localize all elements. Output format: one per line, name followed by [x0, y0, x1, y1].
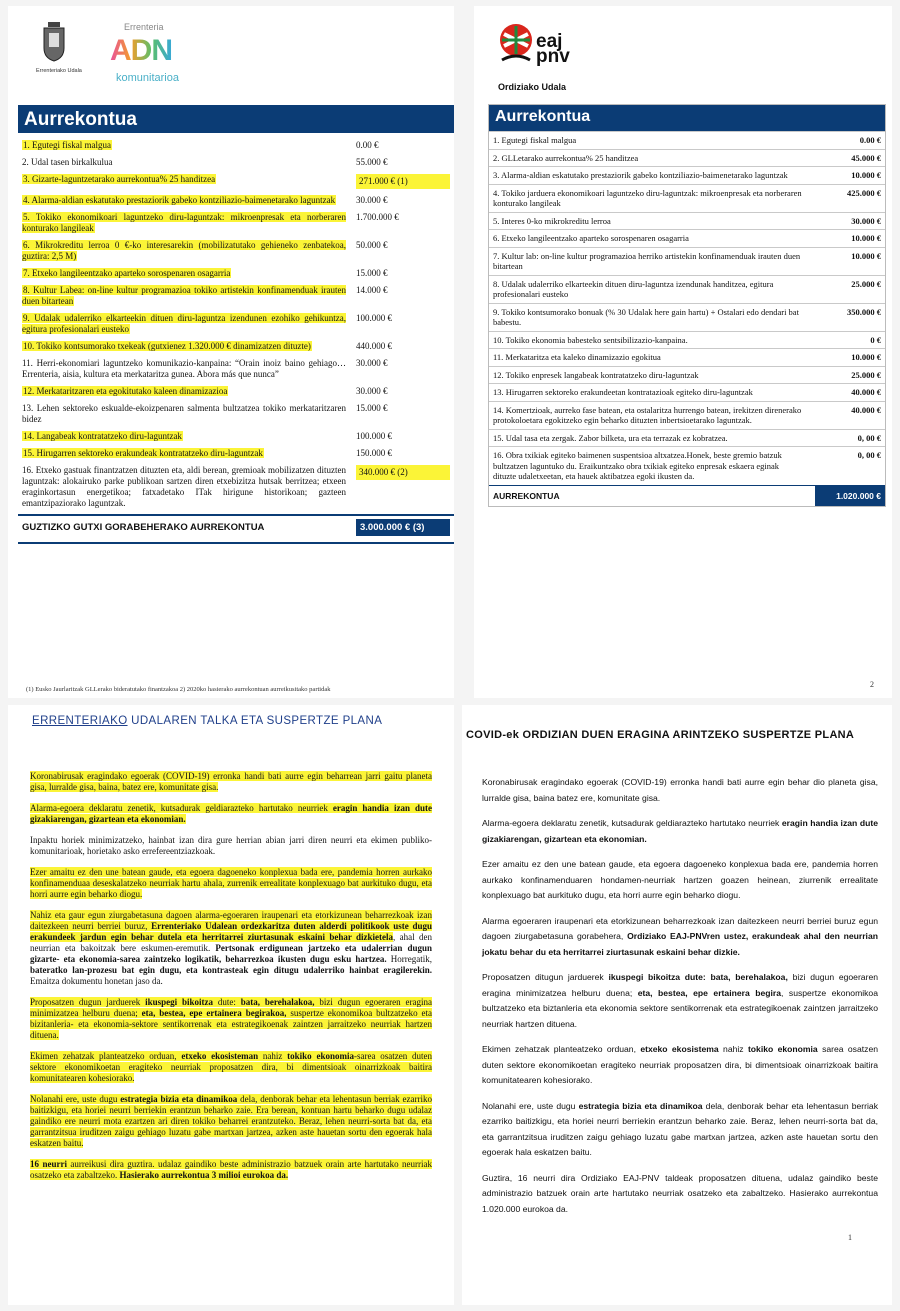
row-label: 15. Udal tasa eta zergak. Zabor bilketa, ura eta terrazak ez kobratzea. [493, 432, 728, 443]
row-label [22, 268, 356, 279]
row-label: 1. Egutegi fiskal malgua [493, 135, 577, 145]
text: dela, denborak behar eta lehentasun berriak ezarriko baitizkigu, eta horiei neurri berriekin erantzun beharko zaie. Era berean, kontuan hartu beharko dugu udalaz gaindiko ere neurri mota ezartzen ari diren tokiko beharrei erantzuteko. Beraz, lehen neurri-sorta bat da, eta garrantzitsua iruditzen zaigu gehiago luzatu gabe martxan jartzea, azken aste hauetan sortu den egoerak hala eskatzen baitu. [30, 1094, 432, 1148]
budget-row [489, 131, 885, 149]
text: Proposatzen dugun jarduerek [30, 997, 146, 1007]
row-label-text: 8. Kultur Labea: on-line kultur programazioa tokiko artistekin konfinamenduak irauten duen bitartean [22, 285, 346, 306]
budget-row [18, 338, 454, 355]
total-label: AURREKONTUA [493, 490, 560, 501]
row-value: 40.000 € [851, 404, 881, 415]
budget-row [489, 212, 885, 230]
paragraph [482, 816, 878, 847]
row-label-text: 11. Herri-ekonomiari laguntzeko komunikazio-kanpaina: “Orain inoiz baino gehiago… Errenteria, aisia, kultura eta merkataritza gunea. Abora más que nunca” [22, 358, 346, 379]
row-label [22, 465, 356, 509]
text: Emaitza dokumentu honetan jaso da. [30, 976, 163, 986]
row-value: 440.000 € [356, 341, 392, 351]
text-bold: 3 milioi eurokoa da. [209, 1170, 289, 1180]
row-value: 10.000 € [851, 250, 881, 261]
budget-rows [489, 131, 885, 485]
row-label: 12. Tokiko enpresek langabeak kontratatzeko diru-laguntzak [493, 369, 699, 380]
row-value: 25.000 € [851, 369, 881, 380]
row-label [22, 341, 356, 352]
budget-row [489, 446, 885, 485]
paragraph: Ezer amaitu ez den une batean gaude, eta egoera dagoeneko konplexua bada ere, pandemia horren aurkako konfinamenduaren hondamen-neurriak hartzen goazen heinean, ziurrenik errealitate konplexuago bat aurkituko dugu, eta horri aurre egin beharko diogu. [482, 859, 878, 900]
paragraph [30, 1159, 432, 1181]
row-label-text: 15. Hirugarren sektoreko erakundeak kontratatzeko diru-laguntzak [23, 448, 263, 458]
row-value: 0, 00 € [857, 450, 881, 460]
budget-row [489, 331, 885, 349]
text-bold: etxeko ekosistema [640, 1044, 719, 1054]
budget-row [489, 229, 885, 247]
page-number: 1 [848, 1233, 852, 1242]
budget-row [18, 355, 454, 383]
row-label-text: 10. Tokiko kontsumorako txekeak (gutxienez 1.320.000 € dinamizatzen dituzte) [23, 341, 311, 351]
text: Alarma-egoera deklaratu zenetik, kutsadurak geldiarazteko hartutako neurriek [482, 818, 782, 828]
row-label: 13. Hirugarren sektoreko erakundeetan kontratazioak egiteko diru-laguntzak [493, 387, 753, 397]
text: Nolanahi ere, uste dugu [30, 1094, 121, 1104]
total-label: GUZTIZKO GUTXI GORABEHERAKO AURREKONTUA [22, 522, 265, 533]
text-bold: bateratko lan-prozesu bat egin dugu, eta kontrasteak egin ditugu udalerriko hainbat eragilerekin. [30, 965, 432, 975]
paragraph [482, 914, 878, 961]
text-bold: Pertsonak erdigunean jartzeko eta udalerrian dugun gizarte- eta ekonomia-sarea zaintzeko logikatik, beharrezkoa ikusten dugu esku hartzea. [30, 943, 432, 964]
text: Ekimen zehatzak planteatzeko orduan, [482, 1044, 641, 1054]
eaj-pnv-logo [484, 16, 594, 96]
budget-row [489, 348, 885, 366]
text-bold: 16 neurri [30, 1159, 67, 1169]
text: Nolanahi ere, uste dugu [482, 1100, 579, 1111]
row-label [22, 358, 356, 380]
row-value: 14.000 € [356, 285, 388, 295]
row-label [22, 403, 356, 425]
budget-row [18, 171, 454, 192]
row-value: 10.000 € [851, 233, 881, 243]
row-label-text: 16. Etxeko gastuak finantzatzen dituzten eta, aldi berean, gremioak mobilizatzen dituzten laguntzak: alokairuko parke publikoan sartzen diren etxebizitza hutsak berritzea; etxeen eraginkortasun energetikoa; fatxadetako ITak hirigune historikoan; gazteen emantzipaziorako laguntzak. [22, 465, 346, 508]
row-value: 271.000 € (1) [356, 174, 450, 189]
row-label: 6. Etxeko langileentzako aparteko sorospenaren osagarria [493, 233, 689, 243]
coat-of-arms-icon [42, 22, 66, 62]
row-value: 15.000 € [356, 268, 388, 278]
row-label-text: 14. Langabeak kontratatzeko diru-laguntzak [23, 431, 182, 441]
budget-row [18, 428, 454, 445]
text: , suspertze ekonomikoa bultzatzeko eta biztanleria eta ekonomia sektore sentikorrenak eta estrategikoenak zaintzen jarraitzeko neurriak hartzen dituena. [482, 987, 878, 1029]
text: bizi dugun egoeraren eragina minimizatzea helburu duena; [482, 972, 879, 998]
row-value: 30.000 € [356, 386, 388, 396]
text: sarea osatzen duten sektore ekonomikoetan eragiteko neurriak proposatzen dira, bi dimentsioak oinarrizkoak baitira komunitatearen kohesiorako. [482, 1044, 879, 1085]
budget-rows [18, 137, 454, 512]
plan-body [30, 771, 432, 1191]
budget-row [489, 166, 885, 184]
text-bold: eta, bestea, epe ertainera begirakoa, [141, 1008, 287, 1018]
budget-row [18, 400, 454, 428]
row-label [22, 174, 356, 185]
budget-row [489, 383, 885, 401]
row-value: 55.000 € [356, 157, 388, 167]
row-label [22, 386, 356, 397]
row-value: 0.00 € [356, 140, 379, 150]
eaj-pnv-emblem-icon [498, 22, 534, 66]
text: nahiz [258, 1051, 288, 1061]
row-value: 1.700.000 € [356, 212, 399, 222]
text-bold: Hasierako aurrekontua [119, 1170, 210, 1180]
paragraph [30, 1051, 432, 1084]
budget-row [18, 310, 454, 338]
budget-row [18, 192, 454, 209]
text-bold: etxeko ekosisteman [181, 1051, 259, 1061]
text: Alarma egoeraren iraupenari eta etorkizunean beharrezkoak izan daitezkeen neurri berriei buruz egun dagoen ziurgabetasuna gorabehera, [482, 915, 878, 941]
budget-row [18, 237, 454, 265]
paragraph [30, 867, 432, 900]
text-bold: tokiko ekonomia [287, 1051, 354, 1061]
text-bold: estrategia bizia eta dinamikoa [578, 1100, 703, 1111]
row-value: 0.00 € [859, 135, 881, 145]
plan-title: COVID-ek ORDIZIAN DUEN ERAGINA ARINTZEKO SUSPERTZE PLANA [466, 729, 855, 741]
row-label: 10. Tokiko ekonomia babesteko sentsibilizazio-kanpaina. [493, 334, 688, 345]
row-label: 14. Komertzioak, aurreko fase batean, eta ostalaritza hurrengo batean, irekitzen direnerako protokoloetara egokitzeko egin beharko dituzten inbertsioetarako laguntzak. [493, 404, 802, 425]
adn-small-text: Errenteria [124, 22, 164, 32]
row-value: 50.000 € [356, 240, 388, 250]
row-label [22, 285, 356, 307]
row-value: 10.000 € [851, 352, 881, 362]
adn-subtitle: komunitarioa [116, 72, 179, 84]
budget-row [489, 275, 885, 303]
row-label: 4. Tokiko jarduera ekonomikoari laguntzeko diru-laguntzak: mikroenpresak eta norberaren konturako langileak [493, 187, 802, 208]
row-label-text: 5. Tokiko ekonomikoari laguntzeko diru-laguntzak: mikroenpresak eta norberaren konturako langileak [22, 212, 346, 233]
plan-body [482, 775, 878, 1227]
budget-total-row [18, 514, 454, 544]
paragraph: Koronabirusak eragindako egoerak (COVID-19) erronka handi bati aurre egin behar dio planeta gisa, lurralde gisa, baina batez ere, komunitate gisa. [482, 777, 878, 803]
paragraph [482, 1042, 878, 1089]
text-bold: eta, bestea, epe ertainera begira [637, 987, 782, 998]
row-value: 350.000 € [847, 306, 881, 317]
row-label [22, 313, 356, 335]
budget-row [489, 247, 885, 275]
row-label-text: 4. Alarma-aldian eskatutako prestaziorik gabeko kontziliazio-baimenetarako laguntzak [23, 195, 336, 205]
budget-row [18, 265, 454, 282]
eaj-pnv-text: eaj pnv [536, 31, 570, 67]
budget-table-right [488, 104, 886, 507]
row-label-text: 9. Udalak udalerriko elkarteekin dituen diru-laguntza izendunen ezohiko gehikuntza, egitura profesionalari eusteko [22, 313, 346, 334]
row-label [22, 195, 356, 206]
budget-table-left [18, 105, 454, 544]
text-bold: ikuspegi bikoitza [145, 997, 214, 1007]
paragraph [30, 910, 432, 987]
row-value: 30.000 € [356, 358, 388, 368]
row-value: 25.000 € [851, 278, 881, 289]
page-number: 2 [870, 680, 874, 689]
row-label: 5. Interes 0-ko mikrokreditu lerroa [493, 215, 611, 226]
text: dela, denborak behar eta lehentasun berriak ezarriko baitizkigu, eta horiei neurri berriekin erantzun beharko zaie. Beraz, lehen neurri-sorta bat da, eta garrantzitsua iruditzen zaigu gehiago luzatu gabe martxan jartzea, azken aste hauetan sortu den egoerak hala eskatzen baitu. [482, 1100, 878, 1157]
row-value: 30.000 € [356, 195, 388, 205]
row-label-text: 13. Lehen sektoreko eskualde-ekoizpenaren salmenta bultzatzea tokiko merkataritzaren bidez [22, 403, 346, 424]
budget-row [18, 137, 454, 154]
row-value: 100.000 € [356, 313, 392, 323]
text-bold: eragin handia izan dute gizakiarengan, gizartean eta ekonomian. [482, 818, 878, 844]
row-value: 425.000 € [847, 187, 881, 198]
text: Ekimen zehatzak planteatzeko orduan, [30, 1051, 182, 1061]
budget-total-row [489, 485, 885, 507]
row-value: 30.000 € [851, 215, 881, 226]
row-label [22, 212, 356, 234]
logo-caption: Errenteriako Udala [36, 68, 82, 74]
row-value: 10.000 € [851, 170, 881, 180]
paragraph [30, 997, 432, 1041]
adn-logo-text: ADN [110, 34, 172, 67]
total-value: 1.020.000 € [815, 486, 885, 507]
row-label [22, 140, 356, 151]
budget-row [489, 184, 885, 212]
text: Horregatik, [386, 954, 433, 964]
budget-row [489, 429, 885, 447]
row-label [22, 448, 356, 459]
paragraph [482, 970, 878, 1032]
budget-row [18, 282, 454, 310]
text-bold: estrategia bizia eta dinamikoa [120, 1094, 238, 1104]
text: Proposatzen ditugun jarduerek [482, 972, 609, 982]
text: , ahal den neurrian eta bakoitzak bere eskumen-eremutik. [30, 932, 432, 953]
row-value: 150.000 € [356, 448, 392, 458]
row-value: 340.000 € (2) [356, 465, 450, 480]
plan-title-rest: UDALAREN TALKA ETA SUSPERTZE PLANA [127, 715, 383, 727]
row-value: 40.000 € [851, 387, 881, 397]
budget-row [18, 445, 454, 462]
row-label-text: 1. Egutegi fiskal malgua [23, 140, 111, 150]
budget-row [18, 383, 454, 400]
errenteria-logos [28, 16, 228, 91]
row-value: 0, 00 € [857, 432, 881, 443]
adn-logo [110, 34, 172, 68]
footnote: (1) Eusko Jaurlaritzak GLLerako bideratutako finantzakoa 2) 2020ko hasierako aurrekontuan aurreikusitako partidak [26, 686, 331, 693]
text: nahiz [718, 1044, 748, 1054]
text: aurreikusi dira guztira. udalaz gaindiko beste administrazio batzuek orain arte hartutako neurriak osatzeko eta zabaltzeko. [30, 1159, 432, 1180]
text-bold: bata, berehalakoa, [240, 997, 315, 1007]
budget-title: Aurrekontua [489, 105, 885, 131]
row-label-text: 3. Gizarte-laguntzetarako aurrekontua% 25 handitzea [23, 174, 216, 184]
ordizia-caption: Ordiziako Udala [498, 82, 567, 92]
ordizia-plan-page [462, 705, 892, 1305]
row-label-text: 2. Udal tasen birkalkulua [22, 157, 113, 167]
ordizia-budget-page [474, 6, 892, 698]
row-label-text: 12. Merkataritzaren eta egokitutako kaleen dinamizazioa [23, 386, 228, 396]
errenteria-plan-page [8, 705, 454, 1305]
row-label [22, 157, 356, 168]
row-label: 9. Tokiko kontsumorako bonuak (% 30 Udalak here gain hartu) + Ostalari edo dendari bat babestu. [493, 306, 799, 327]
text: -sarea osatzen duten sektore ekonomikoetan eragiteko neurriak proposatzen dira, bi dimentsioak oinarrizkoak baitira komunitatearen kohesiorako. [30, 1051, 432, 1083]
paragraph [30, 1094, 432, 1149]
plan-title [32, 715, 382, 727]
row-value: 15.000 € [356, 403, 388, 413]
text: Inpaktu horiek minimizatzeko, hainbat izan dira gure herrian abian jarri diren neurri eta ekimen publiko-komunitarioak, horietako asko errefereentziazkoak. [30, 835, 432, 856]
paragraph [482, 1099, 878, 1161]
text: Alarma-egoera deklaratu zenetik, kutsadurak geldiarazteko hartutako neurriek [30, 803, 333, 813]
row-label: 3. Alarma-aldian eskatutako prestaziorik gabeko kontziliazio-baimenetarako laguntzak [493, 170, 788, 180]
row-value: 100.000 € [356, 431, 392, 441]
row-value: 0 € [870, 334, 881, 345]
paragraph: Guztira, 16 neurri dira Ordiziako EAJ-PNV taldeak proposatzen dituena, udalaz gaindiko beste administrazio batzuek orain arte hartutako neurriak osatzeko eta zabaltzeko. Hasierako aurrekontua 1.020.000 eurokoa da. [482, 1172, 878, 1214]
row-label: 16. Obra txikiak egiteko baimenen suspentsioa altxatzea.Honek, beste gremio batzuk bultzatzen laguntuko du. Eraikuntzako obra txikiak egiteko enpresak eskaera eginak dituzte udaletxeetan, eta hauek aktibatzea egoki ikusten da. [493, 450, 782, 481]
budget-row [489, 401, 885, 429]
text-bold: eragin handia izan dute gizakiarengan, gizartean eta ekonomian. [30, 803, 432, 824]
text: Nahiz eta gaur egun ziurgabetasuna dagoen alarma-egoeraren iraupenari eta etorkizunean beharrezkoak izan daitezkeen neurri berriei buruz, [30, 910, 432, 931]
paragraph [30, 803, 432, 825]
text-bold: Ordiziako EAJ-PNVren ustez, erakundeak ahal den neurrian jokatu behar du eta herritarrei ziurtasunak eskaini behar dizkie. [482, 931, 878, 957]
text-bold: ikuspegi bikoitza dute: bata, berehalakoa, [608, 972, 788, 982]
row-label: 7. Kultur lab: on-line kultur programazioa herriko artistekin konfinamenduak irauten duen bitartean [493, 250, 801, 271]
budget-title: Aurrekontua [18, 105, 454, 133]
row-label [22, 431, 356, 442]
budget-row [489, 149, 885, 167]
row-label-text: 6. Mikrokreditu lerroa 0 €-ko interesarekin (mobilizatutako gehieneko zenbatekoa, guztira: 2,5 M) [22, 240, 346, 261]
text: bizi dugun egoeraren eragina minimizatzea helburu duena; [30, 997, 433, 1018]
total-value: 3.000.000 € (3) [356, 519, 450, 536]
errenteria-budget-page [8, 6, 454, 698]
budget-row [18, 154, 454, 171]
paragraph [30, 835, 432, 857]
budget-row [489, 303, 885, 331]
text: Ezer amaitu ez den une batean gaude, eta egoera dagoeneko konplexua bada ere, pandemia horren aurkako konfinamenduaa deseskalatzeko neurriak hartu ahala, zurrenik errealitate konplexuago bat aurkituko dugu, eta horri aurre egin beharko diogu. [30, 867, 432, 899]
text: dute: [213, 997, 241, 1007]
text: suspertze ekonomikoa bultzatzeko eta bizitanleria- eta ekonomia-sektore sentikorrenak eta estrategikoenak zaintzen jarraitzeko neurriak hartzen dituena. [30, 1008, 433, 1040]
budget-row [18, 209, 454, 237]
paragraph [30, 771, 432, 793]
row-label-text: 7. Etxeko langileentzako aparteko sorospenaren osagarria [23, 268, 231, 278]
row-value: 45.000 € [851, 152, 881, 163]
text-bold: tokiko ekonomia [747, 1044, 818, 1054]
row-label [22, 240, 356, 262]
budget-row [18, 462, 454, 512]
row-label: 2. GLLetarako aurrekontua% 25 handitzea [493, 152, 639, 163]
plan-title-underlined: ERRENTERIAKO [32, 715, 128, 727]
row-label: 11. Merkataritza eta kaleko dinamizazio egokitua [493, 352, 661, 362]
row-label: 8. Udalak udalerriko elkarteekin dituen diru-laguntza izendunak handitzea, egitura profesionalari eusteko [493, 278, 774, 299]
budget-row [489, 366, 885, 384]
text: Koronabirusak eragindako egoerak (COVID-19) erronka handi bati aurre egin beharrean jarri gaitu planeta gisa, lurralde gisa, baina, batez ere, komunitate gisa. [30, 771, 432, 792]
text-bold: Errenteriako Udalean ordezkaritza duten alderdi politikook uste dugu erakundeek jardun egin behar dutela eta herritarrei ziurtasunak eskaini behar dizkietela [30, 921, 432, 942]
